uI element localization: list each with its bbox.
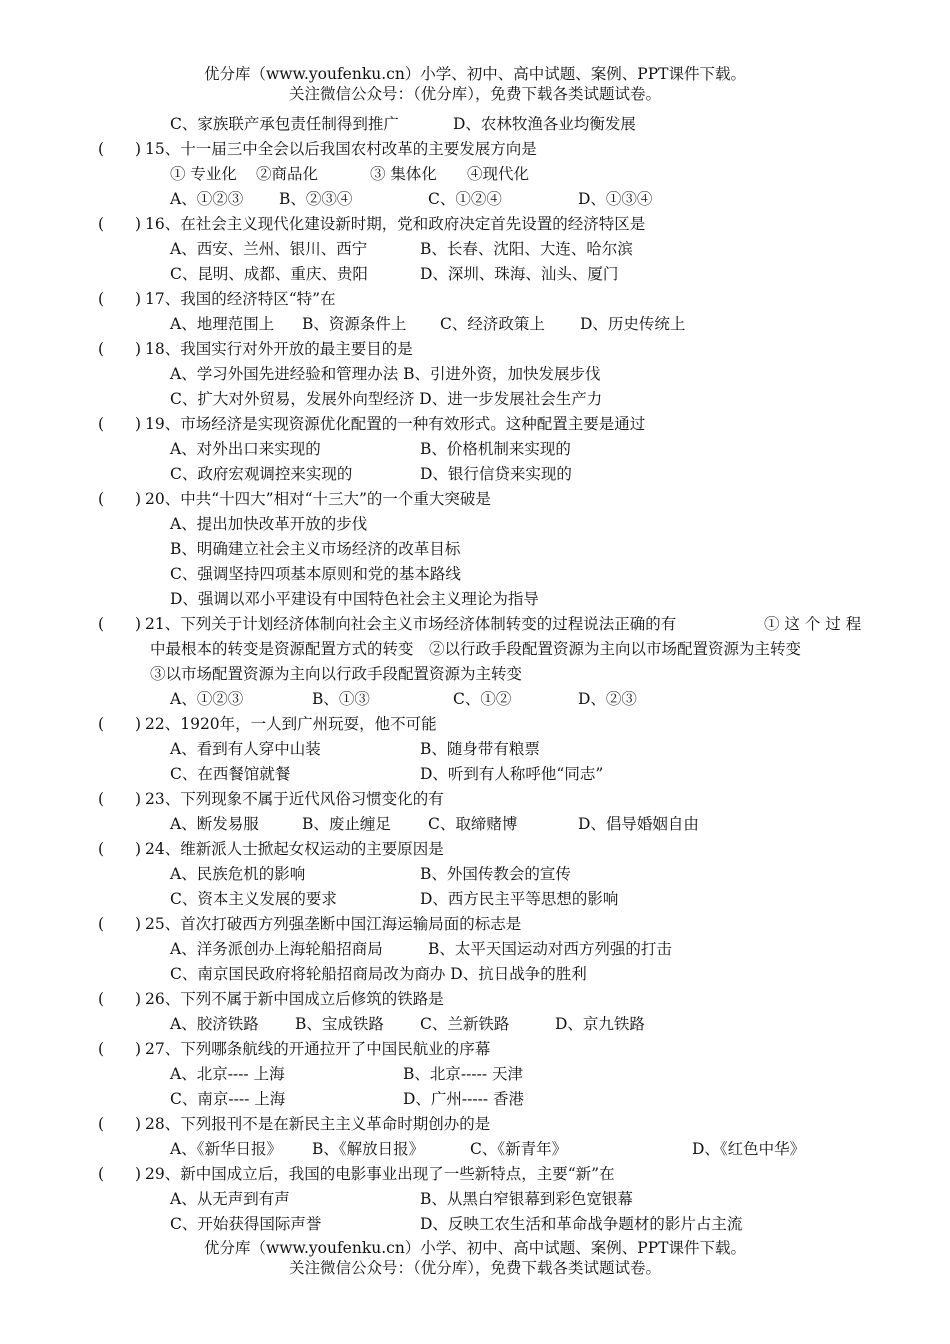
q22-option-b: B、随身带有粮票 (420, 740, 540, 758)
answer-blank[interactable]: ( ) (98, 990, 142, 1008)
q24-option-c: C、资本主义发展的要求 (170, 890, 337, 908)
answer-blank[interactable]: ( ) (98, 490, 142, 508)
q22-options-ab (0, 737, 950, 762)
q19-stem (0, 412, 950, 437)
q21-option-d: D、②③ (578, 690, 637, 708)
q15-option-c: C、①②④ (428, 190, 502, 208)
q27-text: 27、下列哪条航线的开通拉开了中国民航业的序幕 (145, 1040, 491, 1058)
q16-option-b: B、长春、沈阳、大连、哈尔滨 (420, 240, 633, 258)
q25-option-cd: C、南京国民政府将轮船招商局改为商办 D、抗日战争的胜利 (170, 965, 587, 983)
q23-option-c: C、取缔赌博 (428, 815, 518, 833)
q22-text: 22、1920年，一人到广州玩耍，他不可能 (145, 715, 437, 733)
footer-line-1: 优分库（www.youfenku.cn）小学、初中、高中试题、案例、PPT课件下载。 (203, 1239, 747, 1257)
q20-option-d: D、强调以邓小平建设有中国特色社会主义理论为指导 (170, 590, 539, 608)
q29-option-a: A、从无声到有声 (170, 1190, 290, 1208)
q19-option-d: D、银行信贷来实现的 (420, 465, 572, 483)
q15-options (0, 187, 950, 212)
q15-item-3: ③ 集体化 (370, 165, 437, 183)
q19-options-ab (0, 437, 950, 462)
q25-option-b: B、太平天国运动对西方列强的打击 (428, 940, 672, 958)
q16-options-cd (0, 262, 950, 287)
answer-blank[interactable]: ( ) (98, 340, 142, 358)
q21-stem (0, 612, 950, 637)
q15-option-d: D、①③④ (578, 190, 653, 208)
q27-stem (0, 1037, 950, 1062)
footer-line-2: 关注微信公众号：（优分库），免费下载各类试题试卷。 (288, 1259, 661, 1277)
q23-option-b: B、废止缠足 (302, 815, 391, 833)
q24-option-b: B、外国传教会的宣传 (420, 865, 571, 883)
q22-option-c: C、在西餐馆就餐 (170, 765, 291, 783)
answer-blank[interactable]: ( ) (98, 840, 142, 858)
q29-text: 29、新中国成立后，我国的电影事业出现了一些新特点，主要“新”在 (145, 1165, 615, 1183)
q21-text-line2: 中最根本的转变是资源配置方式的转变 ②以行政手段配置资源为主向以市场配置资源为主转变 (150, 640, 802, 658)
q15-item-1: ① 专业化 (170, 165, 237, 183)
q15-items (0, 162, 950, 187)
q25-options-ab (0, 937, 950, 962)
q28-stem (0, 1112, 950, 1137)
q29-option-b: B、从黑白窄银幕到彩色宽银幕 (420, 1190, 633, 1208)
q15-item-2: ②商品化 (256, 165, 319, 183)
q17-option-a: A、地理范围上 (170, 315, 275, 333)
answer-blank[interactable]: ( ) (98, 715, 142, 733)
q25-options-cd (0, 962, 950, 987)
q26-options (0, 1012, 950, 1037)
q28-option-b: B、《解放日报》 (312, 1140, 425, 1158)
q24-option-a: A、民族危机的影响 (170, 865, 306, 883)
q25-option-a: A、洋务派创办上海轮船招商局 (170, 940, 383, 958)
answer-blank[interactable]: ( ) (98, 140, 142, 158)
q24-stem (0, 837, 950, 862)
q21-options (0, 687, 950, 712)
q17-stem (0, 287, 950, 312)
answer-blank[interactable]: ( ) (98, 615, 142, 633)
q20-option-a: A、提出加快改革开放的步伐 (170, 515, 368, 533)
q20-option-a-row (0, 512, 950, 537)
q27-option-b: B、北京----- 天津 (403, 1065, 524, 1083)
q28-text: 28、下列报刊不是在新民主主义革命时期创办的是 (145, 1115, 491, 1133)
q21-text-line3: ③以市场配置资源为主向以行政手段配置资源为主转变 (150, 665, 523, 683)
q15-option-b: B、②③④ (279, 190, 353, 208)
q17-text: 17、我国的经济特区“特”在 (145, 290, 336, 308)
q25-stem (0, 912, 950, 937)
q20-stem (0, 487, 950, 512)
q27-option-c: C、南京---- 上海 (170, 1090, 286, 1108)
q18-option-cd: C、扩大对外贸易，发展外向型经济 D、进一步发展社会生产力 (170, 390, 603, 408)
q19-text: 19、市场经济是实现资源优化配置的一种有效形式。这种配置主要是通过 (145, 415, 646, 433)
question-list (0, 112, 950, 1237)
q23-text: 23、下列现象不属于近代风俗习惯变化的有 (145, 790, 444, 808)
q26-option-d: D、京九铁路 (555, 1015, 645, 1033)
answer-blank[interactable]: ( ) (98, 1040, 142, 1058)
q23-option-a: A、断发易服 (170, 815, 259, 833)
q29-options-cd (0, 1212, 950, 1237)
q27-option-d: D、广州----- 香港 (403, 1090, 525, 1108)
q19-option-c: C、政府宏观调控来实现的 (170, 465, 353, 483)
page-footer (0, 1238, 950, 1278)
q29-option-d: D、反映工农生活和革命战争题材的影片占主流 (420, 1215, 743, 1233)
answer-blank[interactable]: ( ) (98, 290, 142, 308)
q23-stem (0, 787, 950, 812)
q26-text: 26、下列不属于新中国成立后修筑的铁路是 (145, 990, 444, 1008)
q24-option-d: D、西方民主平等思想的影响 (420, 890, 619, 908)
answer-blank[interactable]: ( ) (98, 790, 142, 808)
q20-option-b: B、明确建立社会主义市场经济的改革目标 (170, 540, 461, 558)
q29-option-c: C、开始获得国际声誉 (170, 1215, 322, 1233)
page-header (0, 64, 950, 104)
q23-option-d: D、倡导婚姻自由 (578, 815, 699, 833)
q22-options-cd (0, 762, 950, 787)
q24-text: 24、维新派人士掀起女权运动的主要原因是 (145, 840, 444, 858)
q16-option-c: C、昆明、成都、重庆、贵阳 (170, 265, 368, 283)
answer-blank[interactable]: ( ) (98, 415, 142, 433)
q18-options-cd (0, 387, 950, 412)
answer-blank[interactable]: ( ) (98, 915, 142, 933)
q17-options (0, 312, 950, 337)
q27-options-ab (0, 1062, 950, 1087)
q17-option-c: C、经济政策上 (440, 315, 545, 333)
q27-options-cd (0, 1087, 950, 1112)
q27-option-a: A、北京---- 上海 (170, 1065, 285, 1083)
q15-text: 15、十一届三中全会以后我国农村改革的主要发展方向是 (145, 140, 537, 158)
q28-option-a: A、《新华日报》 (170, 1140, 282, 1158)
q22-option-a: A、看到有人穿中山装 (170, 740, 321, 758)
q14-option-d: D、农林牧渔各业均衡发展 (453, 115, 636, 133)
q26-stem (0, 987, 950, 1012)
q29-options-ab (0, 1187, 950, 1212)
q19-option-a: A、对外出口来实现的 (170, 440, 321, 458)
q18-option-ab: A、学习外国先进经验和管理办法 B、引进外资，加快发展步伐 (170, 365, 601, 383)
q21-option-a: A、①②③ (170, 690, 244, 708)
q19-option-b: B、价格机制来实现的 (420, 440, 571, 458)
q14-options-cd (0, 112, 950, 137)
q18-text: 18、我国实行对外开放的最主要目的是 (145, 340, 413, 358)
q25-text: 25、首次打破西方列强垄断中国江海运输局面的标志是 (145, 915, 522, 933)
q16-option-a: A、西安、兰州、银川、西宁 (170, 240, 368, 258)
q16-option-d: D、深圳、珠海、汕头、厦门 (420, 265, 619, 283)
q15-option-a: A、①②③ (170, 190, 244, 208)
q22-stem (0, 712, 950, 737)
q21-stem-cont2 (0, 662, 950, 687)
q28-options (0, 1137, 950, 1162)
q20-text: 20、中共“十四大”相对“十三大”的一个重大突破是 (145, 490, 491, 508)
q26-option-b: B、宝成铁路 (295, 1015, 384, 1033)
header-line-1: 优分库（www.youfenku.cn）小学、初中、高中试题、案例、PPT课件下载。 (203, 65, 747, 83)
q28-option-d: D、《红色中华》 (692, 1140, 806, 1158)
header-line-2: 关注微信公众号：（优分库），免费下载各类试题试卷。 (288, 85, 661, 103)
q29-stem (0, 1162, 950, 1187)
q28-option-c: C、《新青年》 (470, 1140, 568, 1158)
q20-option-d-row (0, 587, 950, 612)
q15-stem (0, 137, 950, 162)
q15-item-4: ④现代化 (467, 165, 530, 183)
q20-option-c: C、强调坚持四项基本原则和党的基本路线 (170, 565, 461, 583)
q23-options (0, 812, 950, 837)
q16-options-ab (0, 237, 950, 262)
q24-options-ab (0, 862, 950, 887)
q18-options-ab (0, 362, 950, 387)
q17-option-d: D、历史传统上 (580, 315, 686, 333)
answer-blank[interactable]: ( ) (98, 215, 142, 233)
q21-text-tail: ① 这 个 过 程 (764, 615, 862, 633)
answer-blank[interactable]: ( ) (98, 1115, 142, 1133)
q17-option-b: B、资源条件上 (302, 315, 407, 333)
q21-text: 21、下列关于计划经济体制向社会主义市场经济体制转变的过程说法正确的有 (145, 615, 677, 633)
q21-option-c: C、①② (453, 690, 512, 708)
q21-option-b: B、①③ (312, 690, 370, 708)
q16-stem (0, 212, 950, 237)
q18-stem (0, 337, 950, 362)
q16-text: 16、在社会主义现代化建设新时期，党和政府决定首先设置的经济特区是 (145, 215, 646, 233)
q26-option-c: C、兰新铁路 (420, 1015, 510, 1033)
q14-option-c: C、家族联产承包责任制得到推广 (170, 115, 399, 133)
q26-option-a: A、胶济铁路 (170, 1015, 259, 1033)
q20-option-c-row (0, 562, 950, 587)
q20-option-b-row (0, 537, 950, 562)
q19-options-cd (0, 462, 950, 487)
q22-option-d: D、听到有人称呼他“同志” (420, 765, 604, 783)
answer-blank[interactable]: ( ) (98, 1165, 142, 1183)
q21-stem-cont (0, 637, 950, 662)
q24-options-cd (0, 887, 950, 912)
